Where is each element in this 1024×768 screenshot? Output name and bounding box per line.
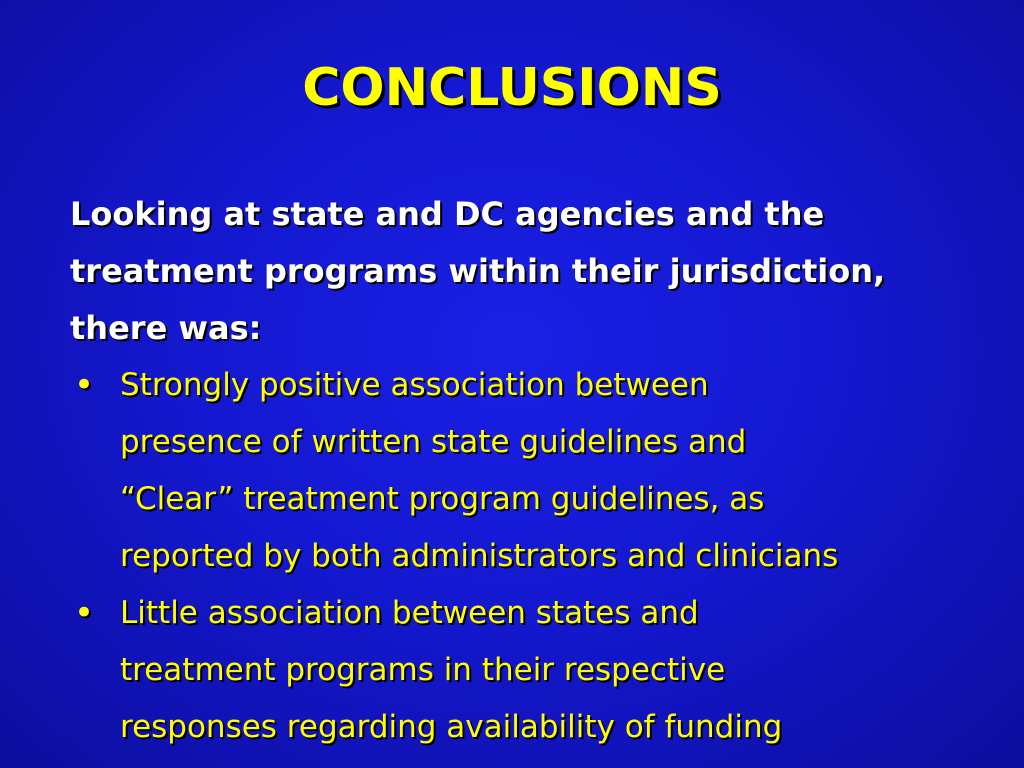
bullet-line: treatment programs in their respective [120, 652, 726, 688]
slide-title: CONCLUSIONS [302, 58, 722, 118]
bullet-list [70, 357, 970, 756]
bullet-line: responses regarding availability of funding [120, 709, 783, 745]
bullet-line: Strongly positive association between [120, 367, 709, 403]
intro-line: Looking at state and DC agencies and the [70, 195, 825, 233]
bullet-line: “Clear” treatment program guidelines, as [120, 481, 765, 517]
bullet-item [70, 585, 970, 756]
intro-line: treatment programs within their jurisdiction, [70, 252, 886, 290]
bullet-line: presence of written state guidelines and [120, 424, 747, 460]
intro-paragraph [70, 186, 990, 357]
bullet-icon: • [74, 593, 95, 633]
intro-line: there was: [70, 309, 262, 347]
bullet-line: reported by both administrators and clinicians [120, 538, 839, 574]
bullet-item [70, 357, 970, 585]
bullet-icon: • [74, 365, 95, 405]
bullet-line: Little association between states and [120, 595, 699, 631]
